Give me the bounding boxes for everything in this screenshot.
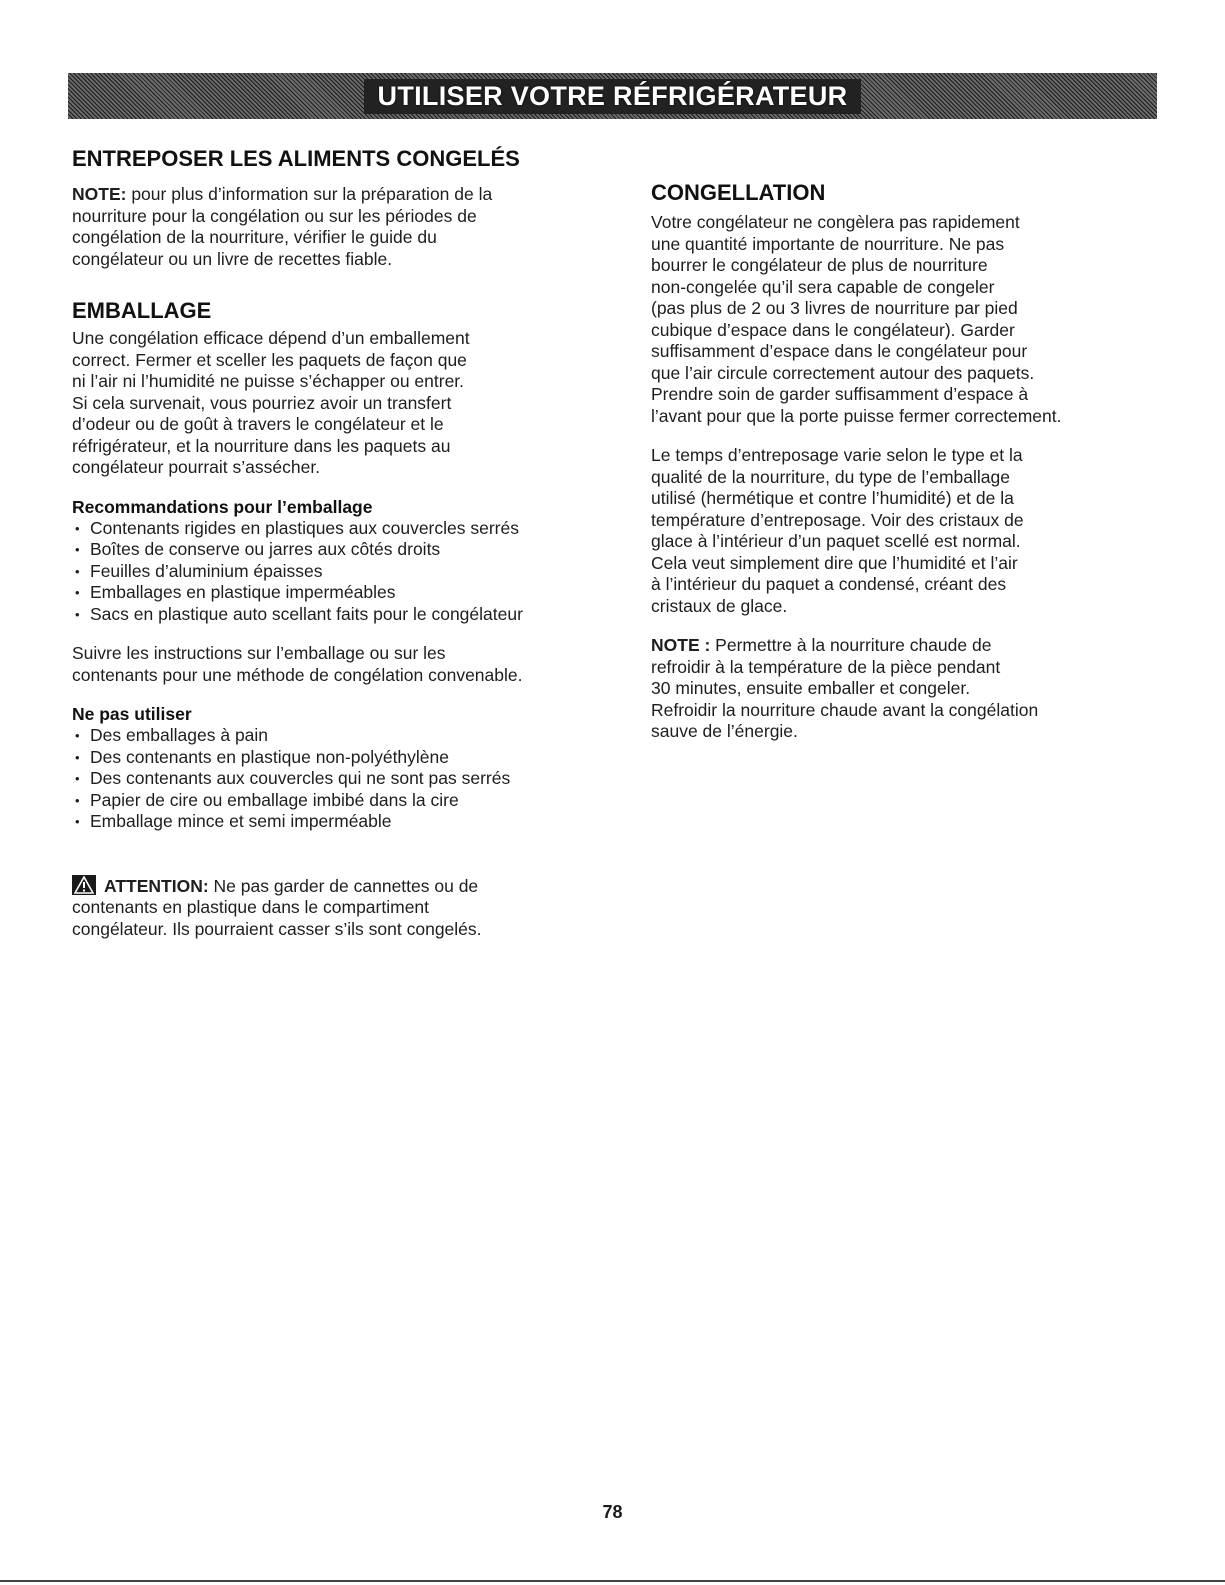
congellation-paragraph-1 — [651, 212, 1101, 427]
text-line: Suivre les instructions sur l’emballage ou sur les — [72, 643, 446, 663]
suivre-paragraph — [72, 643, 602, 686]
list-item: • Boîtes de conserve ou jarres aux côtés droits — [72, 539, 602, 561]
note-label: NOTE: — [72, 184, 127, 204]
emballage-paragraph — [72, 328, 602, 479]
text-line: utilisé (hermétique et contre l’humidité) et de la — [651, 488, 1014, 508]
text-line: sauve de l’énergie. — [651, 721, 798, 741]
note-paragraph — [72, 184, 602, 270]
text-line: contenants pour une méthode de congélation convenable. — [72, 664, 523, 685]
text-line: cristaux de glace. — [651, 595, 788, 616]
page-number: 78 — [602, 1502, 623, 1522]
text-line: Permettre à la nourriture chaude de — [710, 635, 992, 655]
text-line: 30 minutes, ensuite emballer et congeler. — [651, 678, 971, 698]
text-line: Votre congélateur ne congèlera pas rapidement — [651, 212, 1020, 232]
list-item: • Des contenants en plastique non-polyéthylène — [72, 747, 602, 769]
text-line: température d’entreposage. Voir des cristaux de — [651, 509, 1024, 530]
text-line: refroidir à la température de la pièce pendant — [651, 656, 1001, 677]
list-item: • Contenants rigides en plastiques aux couvercles serrés — [72, 518, 602, 540]
text-line: à l’intérieur du paquet a condensé, créant des — [651, 574, 1007, 594]
list-item: • Emballages en plastique imperméables — [72, 582, 602, 604]
text-line: Si cela survenait, vous pourriez avoir un transfert — [72, 392, 452, 413]
heading-emballage: EMBALLAGE — [72, 298, 212, 323]
text-line: Le temps d’entreposage varie selon le type et la — [651, 445, 1023, 465]
text-line: que l’air circule correctement autour des paquets. — [651, 362, 1035, 383]
list-item: • Des emballages à pain — [72, 725, 602, 747]
text-line: nourriture pour la congélation ou sur les périodes de — [72, 205, 477, 226]
text-line: pour plus d’information sur la préparation de la — [126, 184, 493, 204]
list-item: • Papier de cire ou emballage imbibé dans la cire — [72, 790, 602, 812]
text-line: correct. Fermer et sceller les paquets de façon que — [72, 349, 467, 370]
text-line: Cela veut simplement dire que l’humidité et l’air — [651, 552, 1018, 573]
banner-title: UTILISER VOTRE RÉFRIGÉRATEUR — [364, 79, 862, 114]
list-item: • Feuilles d’aluminium épaisses — [72, 561, 602, 583]
text-line: ni l’air ni l’humidité ne puisse s’échapper ou entrer. — [72, 371, 465, 391]
text-line: congélateur pourrait s’assécher. — [72, 457, 321, 477]
text-line: qualité de la nourriture, du type de l’emballage — [651, 466, 1010, 487]
list-item: • Emballage mince et semi imperméable — [72, 811, 602, 833]
text-line: réfrigérateur, et la nourriture dans les paquets au — [72, 435, 451, 456]
attention-label: ATTENTION: — [104, 875, 209, 896]
text-line: l’avant pour que la porte puisse fermer correctement. — [651, 405, 1062, 426]
list-item: • Des contenants aux couvercles qui ne sont pas serrés — [72, 768, 602, 790]
left-column — [72, 146, 602, 940]
text-line: cubique d’espace dans le congélateur). Garder — [651, 319, 1015, 340]
bottom-rule — [0, 1580, 1225, 1582]
text-line: suffisamment d’espace dans le congélateur pour — [651, 341, 1028, 361]
heading-congellation: CONGELLATION — [651, 180, 826, 205]
heading-entreposer: ENTREPOSER LES ALIMENTS CONGELÉS — [72, 146, 520, 171]
text-line: d’odeur ou de goût à travers le congélateur et le — [72, 414, 444, 434]
text-line: congélation de la nourriture, vérifier le guide du — [72, 227, 437, 247]
right-column — [651, 180, 1101, 743]
text-line: bourrer le congélateur de plus de nourriture — [651, 255, 988, 275]
text-line: contenants en plastique dans le compartiment — [72, 897, 430, 917]
warning-icon — [72, 875, 96, 895]
text-line: Refroidir la nourriture chaude avant la congélation — [651, 699, 1039, 720]
text-line: Une congélation efficace dépend d’un emballement — [72, 328, 470, 348]
text-line: congélateur. Ils pourraient casser s’ils sont congelés. — [72, 918, 482, 939]
text-line: non-congelée qu’il sera capable de congeler — [651, 276, 995, 297]
text-line: glace à l’intérieur d’un paquet scellé est normal. — [651, 531, 1021, 551]
text-line: Ne pas garder de cannettes ou de — [208, 875, 479, 896]
congellation-note — [651, 635, 1101, 743]
recommandations-list — [72, 518, 602, 626]
heading-ne-pas-utiliser: Ne pas utiliser — [72, 704, 192, 724]
note-label: NOTE : — [651, 635, 711, 655]
heading-recommandations: Recommandations pour l’emballage — [72, 496, 373, 517]
text-line: congélateur ou un livre de recettes fiable. — [72, 248, 393, 269]
section-banner — [68, 73, 1157, 119]
text-line: Prendre soin de garder suffisamment d’espace à — [651, 384, 1029, 404]
attention-paragraph — [72, 875, 602, 941]
text-line: une quantité importante de nourriture. Ne pas — [651, 233, 1005, 254]
congellation-paragraph-2 — [651, 445, 1101, 617]
list-item: • Sacs en plastique auto scellant faits pour le congélateur — [72, 604, 602, 626]
ne-pas-utiliser-list — [72, 725, 602, 833]
text-line: (pas plus de 2 ou 3 livres de nourriture par pied — [651, 298, 1018, 318]
